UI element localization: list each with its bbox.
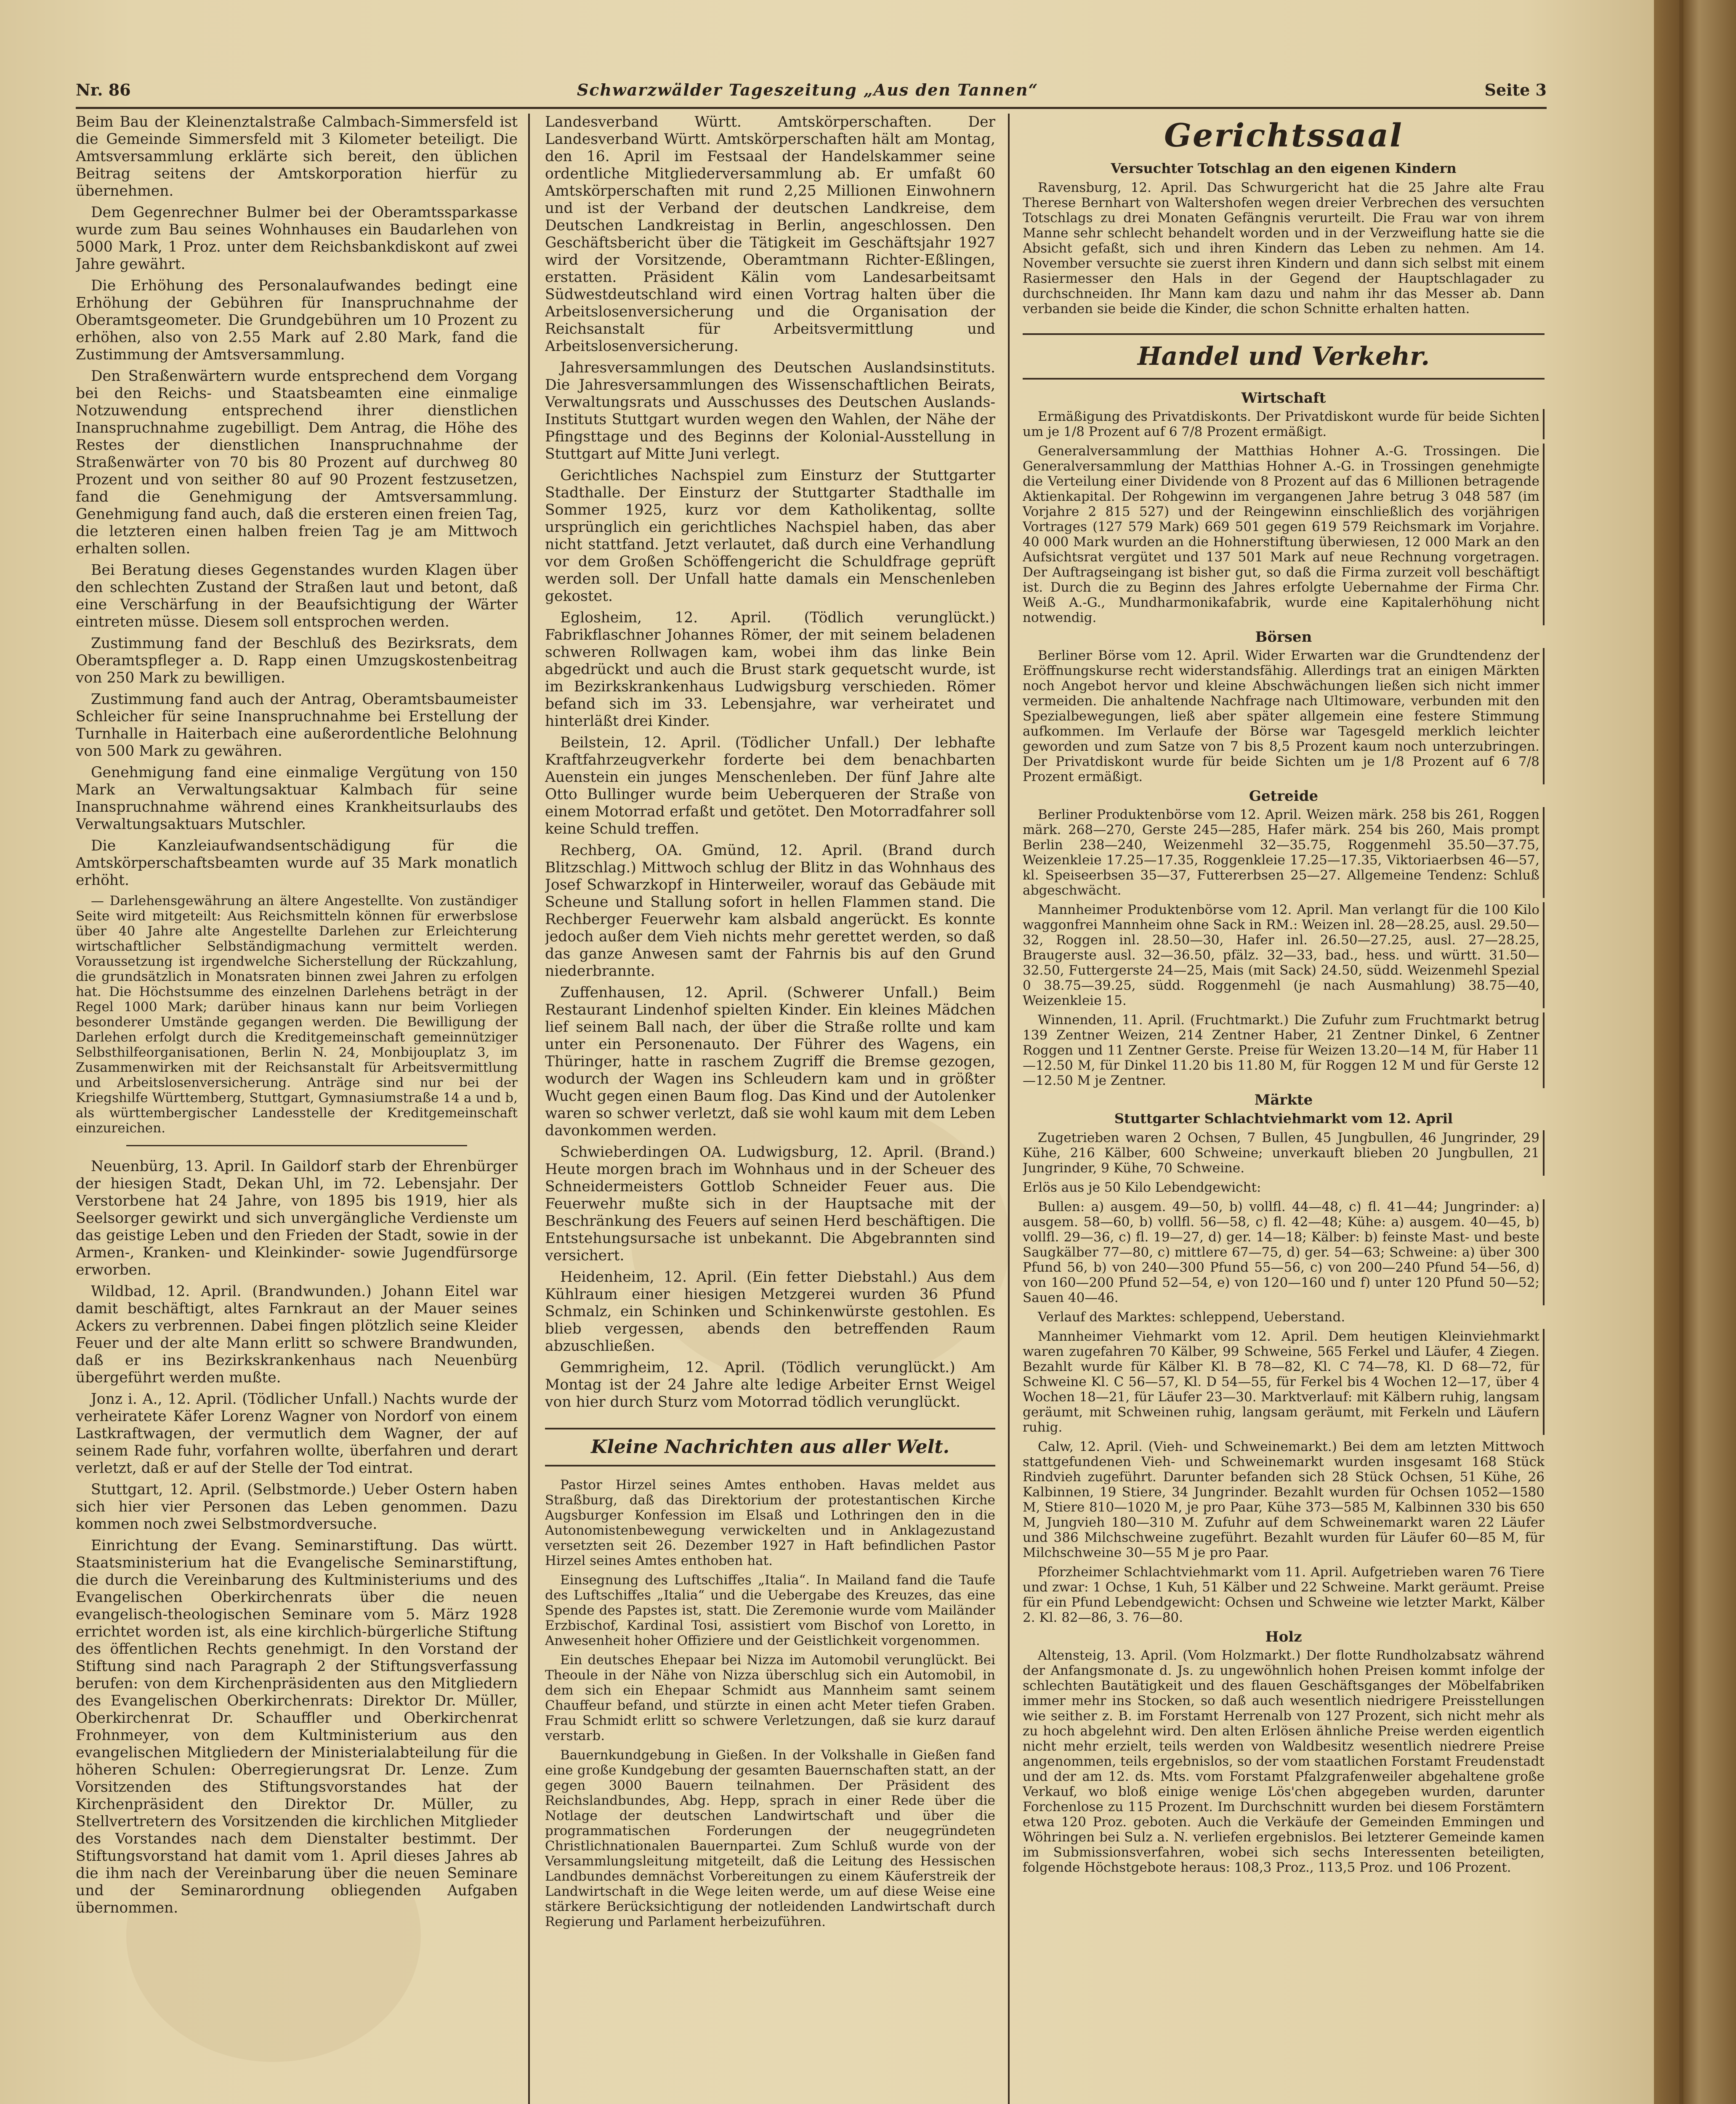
page-header (76, 75, 1547, 104)
article-paragraph: Dem Gegenrechner Bulmer bei der Oberamtssparkasse wurde zum Bau seines Wohnhauses ein Baudarlehen von 5000 Mark, 1 Proz. unter dem Reichsbankdiskont auf zwei Jahre gewährt. (76, 204, 518, 273)
page-number: Seite 3 (1484, 80, 1547, 99)
article-paragraph: Ermäßigung des Privatdiskonts. Der Privatdiskont wurde für beide Sichten um je 1/8 Prozent auf 6 7/8 Prozent ermäßigt. (1023, 409, 1545, 439)
article-paragraph: Altensteig, 13. April. (Vom Holzmarkt.) Der flotte Rundholzabsatz während der Anfangsmonate d. Js. zu ungewöhnlich hohen Preisen kommt infolge der schlechten Bautätigkeit und des flauen Geschäftsganges der Möbelfabriken immer mehr ins Stocken, so daß auch wesentlich niedrigere Preisstellungen wie seither z. B. im Forstamt Herrenalb von 127 Prozent, sich nicht mehr als zu hoch abgelehnt wird. Den alten Erlösen ähnliche Preise werden eigentlich nicht mehr erzielt, teils werden von Waldbesitz wesentlich niedrere Preise angenommen, teils ergebnislos, so der vom staatlichen Forstamt Freudenstadt und der am 12. ds. Mts. vom Forstamt Pfalzgrafenweiler abgehaltene große Verkauf, wo bloß einige wenige Lös'chen abgegeben wurden, darunter Forchenlose zu 115 Prozent. Im Durchschnitt wurden bei diesem Forstämtern etwa 120 Proz. geboten. Auch die Verkäufe der Gemeinden Emmingen und Wöhringen bei Sulz a. N. verliefen ergebnislos. Bei letzterer Gemeinde kamen im Submissionsverfahren, wobei sich sechs Interessenten beteiligten, folgende Höchstgebote heraus: 108,3 Proz., 113,5 Proz. und 106 Prozent. (1023, 1648, 1545, 1875)
article-paragraph: Zustimmung fand auch der Antrag, Oberamtsbaumeister Schleicher für seine Inanspruchnahme bei Erstellung der Turnhalle in Haiterbach eine außerordentliche Belohnung von 500 Mark zu gewähren. (76, 691, 518, 760)
column-2 (545, 114, 995, 2104)
article-kicker: Versuchter Totschlag an den eigenen Kindern (1111, 160, 1457, 176)
section-heading: Kleine Nachrichten aus aller Welt. (545, 1428, 995, 1466)
article-paragraph: Neuenbürg, 13. April. In Gaildorf starb der Ehrenbürger der hiesigen Stadt, Dekan Uhl, im 72. Lebensjahr. Der Verstorbene hat 24 Jahre, von 1895 bis 1919, hier als Seelsorger gewirkt und sich unvergängliche Verdienste um das geistige Leben und den Frieden der Stadt, sowie in der Armen-, Kranken- und Kleinkinder- sowie Jugendfürsorge erworben. (76, 1158, 518, 1278)
article-paragraph: Pforzheimer Schlachtviehmarkt vom 11. April. Aufgetrieben waren 76 Tiere und zwar: 1 Ochse, 1 Kuh, 51 Kälber und 22 Schweine. Markt geräumt. Preise für ein Pfund Lebendgewicht: Ochsen und Schweine wie letzter Markt, Kälber 2. Kl. 82—86, 3. 76—80. (1023, 1565, 1545, 1625)
article-paragraph: Generalversammlung der Matthias Hohner A.-G. Trossingen. Die Generalversammlung der Matthias Hohner A.-G. in Trossingen genehmigte die Verteilung einer Dividende von 8 Prozent auf das 6 Millionen betragende Aktienkapital. Der Rohgewinn im vergangenen Jahre betrug 3 048 587 (im Vorjahre 2 815 527) und der Reingewinn einschließlich des vorjährigen Vortrages (127 579 Mark) 669 501 gegen 619 579 Reichsmark im Vorjahre. 40 000 Mark wurden an die Hohnerstiftung überwiesen, 12 000 Mark an den Aufsichtsrat vergütet und 137 501 Mark auf neue Rechnung vorgetragen. Der Auftragseingang ist bisher gut, so daß die Firma zurzeit voll beschäftigt ist. Durch die zu Beginn des Jahres erfolgte Uebernahme der Firma Chr. Weiß A.-G., Mundharmonikafabrik, wurde eine Kapitalerhöhung nicht notwendig. (1023, 444, 1545, 625)
issue-number: Nr. 86 (76, 80, 131, 99)
article-paragraph: Jonz i. A., 12. April. (Tödlicher Unfall.) Nachts wurde der verheiratete Käfer Lorenz Wagner von Nordorf von einem Lastkraftwagen, der vermutlich dem Wagner, der auf seinem Rade fuhr, vorfahren wollte, überfahren und derart verletzt, daß er auf der Stelle der Tod eintrat. (76, 1391, 518, 1477)
column-3 (1023, 114, 1545, 2104)
article-paragraph: Den Straßenwärtern wurde entsprechend dem Vorgang bei den Reichs- und Staatsbeamten eine einmalige Notzuwendung entsprechend ihrer dienstlichen Inanspruchnahme zugebilligt. Dem Antrag, die Höhe des Restes der dienstlichen Inanspruchnahme der Straßenwärter von 70 bis 80 Prozent auf durchweg 80 Prozent und von seither 80 auf 90 Prozent festzusetzen, fand die Genehmigung der Amtsversammlung. Genehmigung fand auch, daß die ersteren einen freien Tag, die letzteren einen halben freien Tag je am Mittwoch erhalten sollen. (76, 368, 518, 557)
article-paragraph: Jahresversammlungen des Deutschen Auslandsinstituts. Die Jahresversammlungen des Wissenschaftlichen Beirats, Verwaltungsrats und Ausschusses des Deutschen Auslands-Instituts Stuttgart wurden wegen den Wahlen, der Nähe der Pfingsttage und des Beginns der Kolonial-Ausstellung in Stuttgart auf Mitte Juni verlegt. (545, 359, 995, 462)
article-paragraph: Die Erhöhung des Personalaufwandes bedingt eine Erhöhung der Gebühren für Inanspruchnahme der Oberamtsgeometer. Die Grundgebühren um 10 Prozent zu erhöhen, also von 2.55 Mark auf 2.80 Mark, fand die Zustimmung der Amtsversammlung. (76, 277, 518, 363)
article-paragraph: Zugetrieben waren 2 Ochsen, 7 Bullen, 45 Jungbullen, 46 Jungrinder, 29 Kühe, 216 Kälber, 600 Schweine; unverkauft blieben 20 Jungbullen, 21 Jungrinder, 9 Kühe, 70 Schweine. (1023, 1130, 1545, 1176)
subsection-heading: Börsen (1255, 629, 1312, 646)
article-paragraph: Landesverband Württ. Amtskörperschaften. Der Landesverband Württ. Amtskörperschaften hält am Montag, den 16. April im Festsaal der Handelskammer seine ordentliche Mitgliederversammlung ab. Er umfaßt 60 Amtskörperschaften mit rund 2,25 Millionen Einwohnern und ist der Verband der deutschen Landkreise, dem Deutschen Landkreistag in Berlin, angeschlossen. Den Geschäftsbericht über die Tätigkeit im Geschäftsjahr 1927 wird der Vorsitzende, Oberamtmann Richter-Eßlingen, erstatten. Präsident Kälin vom Landesarbeitsamt Südwestdeutschland wird einen Vortrag halten über die Arbeitslosenversicherung und die Organisation der Reichsanstalt für Arbeitsvermittlung und Arbeitslosenversicherung. (545, 114, 995, 355)
article-paragraph: Zustimmung fand der Beschluß des Bezirksrats, dem Oberamtspfleger a. D. Rapp einen Umzugskostenbeitrag von 250 Mark zu bewilligen. (76, 635, 518, 686)
binding-stitch (1679, 0, 1683, 2104)
article-paragraph: Beim Bau der Kleinenztalstraße Calmbach-Simmersfeld ist die Gemeinde Simmersfeld mit 3 Kilometer beteiligt. Die Amtsversammlung erklärte sich bereit, den üblichen Beitrag seitens der Amtskorporation hierfür zu übernehmen. (76, 114, 518, 199)
article-paragraph: Pastor Hirzel seines Amtes enthoben. Havas meldet aus Straßburg, daß das Direktorium der protestantischen Kirche Augsburger Konfession im Elsaß und Lothringen den in die Autonomistenbewegung verwickelten und in Anklagezustand versetzten seit 26. Dezember 1927 in Haft befindlichen Pastor Hirzel seines Amtes enthoben hat. (545, 1477, 995, 1568)
article-paragraph: Beilstein, 12. April. (Tödlicher Unfall.) Der lebhafte Kraftfahrzeugverkehr forderte bei dem benachbarten Auenstein ein junges Menschenleben. Der fünf Jahre alte Otto Bullinger wurde beim Ueberqueren der Straße von einem Motorrad erfaßt und getötet. Den Motorradfahrer soll keine Schuld treffen. (545, 734, 995, 837)
article-paragraph: Bei Beratung dieses Gegenstandes wurden Klagen über den schlechten Zustand der Straßen laut und betont, daß eine Verschärfung in der Beaufsichtigung der Wärter eintreten müsse. Diesem soll entsprochen werden. (76, 562, 518, 630)
article-paragraph: Mannheimer Produktenbörse vom 12. April. Man verlangt für die 100 Kilo waggonfrei Mannheim ohne Sack in RM.: Weizen inl. 28—28.25, ausl. 29.50—32, Roggen inl. 28.50—30, Hafer inl. 26.50—27.25, ausl. 27—28.25, Braugerste ausl. 32—36.50, pfälz. 32—33, bad., hess. und württ. 31.50—32.50, Futtergerste 24—25, Mais (mit Sack) 24.50, südd. Weizenmehl Spezial 0 38.75—39.25, südd. Roggenmehl (je nach Ausmahlung) 38.75—40, Weizenkleie 15. (1023, 902, 1545, 1008)
article-paragraph: Calw, 12. April. (Vieh- und Schweinemarkt.) Bei dem am letzten Mittwoch stattgefundenen Vieh- und Schweinemarkt wurden insgesamt 168 Stück Rindvieh zugeführt. Darunter befanden sich 28 Stück Ochsen, 51 Kühe, 26 Kalbinnen, 19 Stiere, 34 Jungrinder. Bezahlt wurden für Ochsen 1052—1580 M, Stiere 810—1020 M, je pro Paar, Kühe 373—585 M, Kalbinnen 330 bis 650 M, Jungvieh 180—310 M. Zufuhr auf dem Schweinemarkt waren 22 Läufer und 386 Milchschweine zugeführt. Bezahlt wurden für Läufer 60—85 M, für Milchschweine 30—55 M je pro Paar. (1023, 1439, 1545, 1560)
column-1 (76, 114, 518, 2104)
article-paragraph: Bullen: a) ausgem. 49—50, b) vollfl. 44—48, c) fl. 41—44; Jungrinder: a) ausgem. 58—60, b) vollfl. 56—58, c) fl. 42—48; Kühe: a) ausgem. 40—45, b) vollfl. 29—36, c) fl. 19—27, d) ger. 14—18; Kälber: b) feinste Mast- und beste Saugkälber 77—80, c) mittlere 67—75, d) ger. 54—63; Schweine: a) über 300 Pfund 56, b) von 240—300 Pfund 55—56, c) von 200—240 Pfund 54—56, d) von 160—200 Pfund 52—54, e) von 120—160 und f) unter 120 Pfund 50—52; Sauen 40—46. (1023, 1199, 1545, 1305)
article-paragraph: Erlös aus je 50 Kilo Lebendgewicht: (1023, 1180, 1261, 1195)
column-divider (1008, 114, 1010, 2104)
article-paragraph: Wildbad, 12. April. (Brandwunden.) Johann Eitel war damit beschäftigt, altes Farnkraut an der Mauer seines Ackers zu verbrennen. Dabei fingen plötzlich seine Kleider Feuer und der alte Mann erlitt so schwere Brandwunden, daß er ins Bezirkskrankenhaus nach Neuenbürg übergeführt werden mußte. (76, 1283, 518, 1386)
article-paragraph: Rechberg, OA. Gmünd, 12. April. (Brand durch Blitzschlag.) Mittwoch schlug der Blitz in das Wohnhaus des Josef Schwarzkopf in Hinterweiler, worauf das Gebäude mit Scheune und Stallung sofort in hellen Flammen stand. Die Rechberger Feuerwehr kam alsbald angerückt. Es konnte jedoch außer dem Vieh nichts mehr gerettet werden, so daß das ganze Anwesen samt der Fahrnis bis auf den Grund niederbrannte. (545, 842, 995, 980)
article-paragraph: Stuttgart, 12. April. (Selbstmorde.) Ueber Ostern haben sich hier vier Personen das Leben genommen. Dazu kommen noch zwei Selbstmordversuche. (76, 1481, 518, 1533)
article-kicker: Stuttgarter Schlachtviehmarkt vom 12. April (1114, 1110, 1453, 1126)
article-paragraph: Bauernkundgebung in Gießen. In der Volkshalle in Gießen fand eine große Kundgebung der gesamten Bauernschaften statt, an der gegen 3000 Bauern teilnahmen. Der Präsident des Reichslandbundes, Abg. Hepp, sprach in einer Rede über die Notlage der deutschen Landwirtschaft und über die programmatischen Forderungen der neugegründeten Christlichnationalen Bauernpartei. Zum Schluß wurde von der Versammlungsleitung mitgeteilt, daß die Leitung des Hessischen Landbundes demnächst Vorbereitungen zu einem Käuferstreik der Landwirtschaft in die Wege leiten werde, um auf diese Weise eine stärkere Berücksichtigung der notleidenden Landwirtschaft durch Regierung und Parlament herbeizuführen. (545, 1748, 995, 1929)
section-heading: Gerichtssaal (1164, 117, 1403, 154)
column-divider (528, 114, 530, 2104)
article-paragraph: Verlauf des Marktes: schleppend, Ueberstand. (1038, 1310, 1345, 1325)
subsection-heading: Getreide (1249, 788, 1319, 805)
subsection-heading: Märkte (1254, 1092, 1313, 1108)
article-paragraph: Einsegnung des Luftschiffes „Italia“. In Mailand fand die Taufe des Luftschiffes „Italia“ und die Uebergabe des Kreuzes, das eine Spende des Papstes ist, statt. Die Zeremonie wurde vom Mailänder Erzbischof, Kardinal Tosi, assistiert vom Bischof von Loretto, in Anwesenheit hoher Offiziere und der Geistlichkeit vorgenommen. (545, 1573, 995, 1648)
article-paragraph: — Darlehensgewährung an ältere Angestellte. Von zuständiger Seite wird mitgeteilt: Aus Reichsmitteln können für erwerbslose über 40 Jahre alte Angestellte Darlehen zur Erleichterung wirtschaftlicher Selbständigmachung vermittelt werden. Voraussetzung ist irgendwelche Sicherstellung der Rückzahlung, die grundsätzlich in Monatsraten binnen zwei Jahren zu erfolgen hat. Die Höchstsumme des einzelnen Darlehens beträgt in der Regel 1000 Mark; darüber hinaus kann nur beim Vorliegen besonderer Umstände gegangen werden. Die Bewilligung der Darlehen erfolgt durch die Kreditgemeinschaft gemeinnütziger Selbsthilfeorganisationen, Berlin N. 24, Monbijouplatz 3, im Zusammenwirken mit der Reichsanstalt für Arbeitsvermittlung und Arbeitslosenversicherung. Anträge sind nur bei der Kriegshilfe Württemberg, Stuttgart, Gymnasiumstraße 14 a und b, als württembergischer Landesstelle der Kreditgemeinschaft einzureichen. (76, 893, 518, 1136)
article-paragraph: Heidenheim, 12. April. (Ein fetter Diebstahl.) Aus dem Kühlraum einer hiesigen Metzgerei wurden 36 Pfund Schmalz, ein Schinken und Schinkenwürste gestohlen. Es blieb vergessen, abends den betreffenden Raum abzuschließen. (545, 1269, 995, 1355)
article-paragraph: Genehmigung fand eine einmalige Vergütung von 150 Mark an Verwaltungsaktuar Kalmbach für seine Inanspruchnahme während eines Krankheitsurlaubs des Verwaltungsaktuars Mutschler. (76, 764, 518, 833)
article-paragraph: Berliner Börse vom 12. April. Wider Erwarten war die Grundtendenz der Eröffnungskurse recht widerstandsfähig. Allerdings trat an einigen Märkten noch Angebot hervor und kleine Abschwächungen ließen sich nicht immer vermeiden. Die anhaltende Nachfrage nach Ultimoware, verbunden mit den Spezialbewegungen, ließ aber später allgemein eine festere Stimmung aufkommen. Im Verlaufe der Börse war Tagesgeld merklich leichter geworden und zum Satze von 7 bis 8,5 Prozent kaum noch unterzubringen. Der Privatdiskont wurde für beide Sichten um je 1/8 Prozent auf 6 7/8 Prozent ermäßigt. (1023, 648, 1545, 784)
newspaper-title: Schwarzwälder Tageszeitung „Aus den Tannen“ (577, 80, 1039, 99)
article-paragraph: Mannheimer Viehmarkt vom 12. April. Dem heutigen Kleinviehmarkt waren zugefahren 70 Kälber, 99 Schweine, 565 Ferkel und Läufer, 4 Ziegen. Bezahlt wurde für Kälber Kl. B 78—82, Kl. C 74—78, Kl. D 68—72, für Schweine Kl. C 56—57, Kl. D 54—55, für Ferkel bis 4 Wochen 12—17, über 4 Wochen 18—21, für Läufer 23—30. Marktverlauf: mit Kälbern ruhig, langsam geräumt, mit Schweinen ruhig, langsam geräumt, mit Ferkeln und Läufern ruhig. (1023, 1329, 1545, 1435)
article-paragraph: Eglosheim, 12. April. (Tödlich verunglückt.) Fabrikflaschner Johannes Römer, der mit seinem beladenen schweren Rollwagen kam, wobei ihm das linke Bein abgedrückt und auch die Brust stark gequetscht wurde, ist im Bezirkskrankenhaus Ludwigsburg verschieden. Römer befand sich im 33. Lebensjahre, war verheiratet und hinterläßt drei Kinder. (545, 609, 995, 730)
article-paragraph: Gemmrigheim, 12. April. (Tödlich verunglückt.) Am Montag ist der 24 Jahre alte ledige Arbeiter Ernst Weigel von hier durch Sturz vom Motorrad tödlich verunglückt. (545, 1359, 995, 1411)
article-paragraph: Berliner Produktenbörse vom 12. April. Weizen märk. 258 bis 261, Roggen märk. 268—270, Gerste 245—285, Hafer märk. 254 bis 260, Mais prompt Berlin 238—240, Weizenmehl 32—35.75, Roggenmehl 35.50—37.75, Weizenkleie 17.25—17.35, Roggenkleie 17.25—17.35, Viktoriaerbsen 46—57, kl. Speiseerbsen 35—37, Futtererbsen 25—27. Allgemeine Tendenz: Schluß abgeschwächt. (1023, 807, 1545, 898)
article-paragraph: Ein deutsches Ehepaar bei Nizza im Automobil verunglückt. Bei Theoule in der Nähe von Nizza überschlug sich ein Automobil, in dem sich ein Ehepaar Schmidt aus Mannheim samt seinem Chauffeur befand, und stürzte in einen acht Meter tiefen Graben. Frau Schmidt erlitt so schwere Verletzungen, daß sie kurz darauf verstarb. (545, 1652, 995, 1743)
subsection-heading: Wirtschaft (1241, 390, 1326, 406)
article-paragraph: Winnenden, 11. April. (Fruchtmarkt.) Die Zufuhr zum Fruchtmarkt betrug 139 Zentner Weizen, 214 Zentner Haber, 21 Zentner Dinkel, 6 Zentner Roggen und 11 Zentner Gerste. Preise für Weizen 13.20—14 M, für Haber 11—12.50 M, für Dinkel 11.20 bis 11.80 M, für Roggen 12 M und für Gerste 12—12.50 M je Zentner. (1023, 1012, 1545, 1088)
header-rule (76, 107, 1547, 109)
article-paragraph: Gerichtliches Nachspiel zum Einsturz der Stuttgarter Stadthalle. Der Einsturz der Stuttgarter Stadthalle im Sommer 1925, kurz vor dem Katholikentag, sollte ursprünglich ein gerichtliches Nachspiel haben, das aber nicht stattfand. Jetzt verlautet, daß durch eine Verhandlung vor dem Großen Schöffengericht die Schuldfrage geprüft werden soll. Der Unfall hatte damals ein Menschenleben gekostet. (545, 467, 995, 605)
article-paragraph: Ravensburg, 12. April. Das Schwurgericht hat die 25 Jahre alte Frau Therese Bernhart von Waltershofen wegen dreier Verbrechen des versuchten Totschlags zu drei Monaten Gefängnis verurteilt. Die Frau war von ihrem Manne sehr schlecht behandelt worden und in der Verzweiflung hatte sie die Absicht gefaßt, sich und ihren Kindern das Leben zu nehmen. Am 14. November versuchte sie zuerst ihren Kindern und dann sich selbst mit einem Rasiermesser den Hals in der Gegend der Hauptschlagader zu durchschneiden. Ihr Mann kam dazu und nahm ihr das Messer ab. Dann verbanden sie beide die Kinder, die schon Schnitte erhalten hatten. (1023, 180, 1545, 316)
article-paragraph: Die Kanzleiaufwandsentschädigung für die Amtskörperschaftsbeamten wurde auf 35 Mark monatlich erhöht. (76, 837, 518, 889)
subsection-heading: Holz (1265, 1628, 1302, 1645)
article-paragraph: Schwieberdingen OA. Ludwigsburg, 12. April. (Brand.) Heute morgen brach im Wohnhaus und in der Scheuer des Schneidermeisters Gottlob Schneider Feuer aus. Die Feuerwehr mußte sich in der Hauptsache mit der Beschränkung des Feuers auf seinen Herd beschäftigen. Die Entstehungsursache ist unbekannt. Die Abgebrannten sind versichert. (545, 1144, 995, 1264)
article-separator (126, 1145, 467, 1146)
article-paragraph: Einrichtung der Evang. Seminarstiftung. Das württ. Staatsministerium hat die Evangelische Seminarstiftung, die durch die Vereinbarung des Kultministeriums und des Evangelischen Oberkirchenrats über die neuen evangelisch-theologischen Seminare vom 5. März 1928 errichtet worden ist, als eine kirchlich-bürgerliche Stiftung des öffentlichen Rechts genehmigt. In den Vorstand der Stiftung sind nach Paragraph 2 der Stiftungsverfassung berufen: von dem Kirchenpräsidenten aus den Mitgliedern des Evangelischen Oberkirchenrats: Direktor Dr. Müller, Oberkirchenrat Dr. Schauffler und Oberkirchenrat Frohnmeyer, von dem Kultministerium aus den evangelischen Mitgliedern der Ministerialabteilung für die höheren Schulen: Oberregierungsrat Dr. Lenze. Zum Vorsitzenden des Stiftungsvorstandes hat der Kirchenpräsident den Direktor Dr. Müller, zu Stellvertretern des Vorsitzenden die kirchlichen Mitglieder des Vorstandes nach dem Dienstalter bestimmt. Der Stiftungsvorstand hat damit vom 1. April dieses Jahres ab die ihm nach der Vereinbarung über die neuen Seminare und der Seminarordnung obliegenden Aufgaben übernommen. (76, 1537, 518, 1916)
section-heading: Handel und Verkehr. (1023, 333, 1545, 380)
article-paragraph: Zuffenhausen, 12. April. (Schwerer Unfall.) Beim Restaurant Lindenhof spielten Kinder. Ein kleines Mädchen lief seinem Ball nach, der über die Straße rollte und kam unter ein Personenauto. Der Führer des Wagens, ein Thüringer, hatte in raschem Zugriff die Bremse gezogen, wodurch der Wagen ins Schleudern kam und in größter Wucht gegen einen Baum flog. Das Kind und der Autolenker waren so schwer verletzt, daß sie wohl kaum mit dem Leben davonkommen werden. (545, 984, 995, 1139)
book-binding-edge (1654, 0, 1736, 2104)
